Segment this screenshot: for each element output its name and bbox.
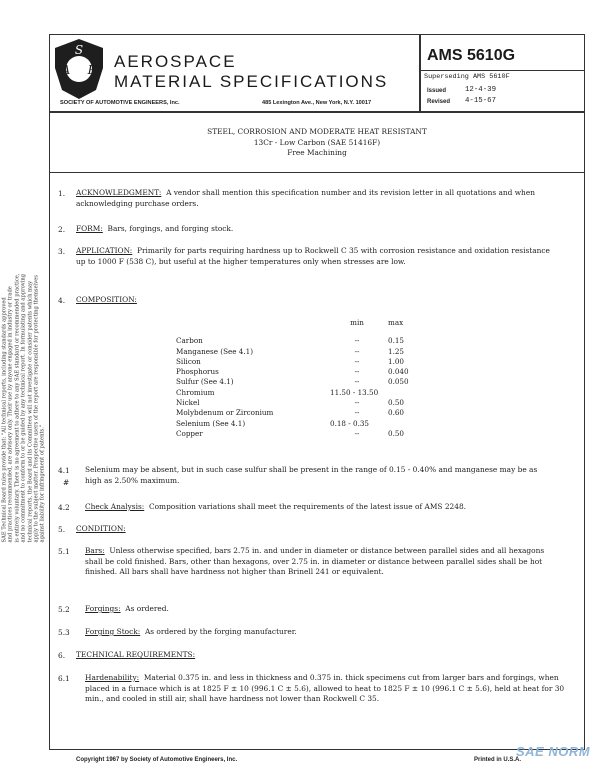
table-row [176,367,428,377]
header-bottom-rule [49,111,585,113]
section-4-2-text: Composition variations shall meet the requirements of the latest issue of AMS 2248. [148,502,467,511]
section-1-body [76,188,556,209]
sae-logo [53,38,105,100]
sae-norm-watermark: SAE NORM [516,744,591,759]
issued-label: Issued [427,88,447,94]
logo-letter-a: A [61,63,71,77]
col-min-header: min [350,318,364,327]
min-value: -- [354,408,360,418]
section-1-text: A vendor shall mention this specification number and its revision letter in all quotations and when acknowledging purchase orders. [76,188,535,208]
table-row [176,429,428,439]
max-value: 1.00 [388,356,405,366]
section-6-number: 6. [58,651,66,660]
section-5-3-text: As ordered by the forging manufacturer. [144,627,297,636]
section-3-text: Primarily for parts requiring hardness up to Rockwell C 35 with corrosion resistance and oxidation resistance up to 1000 F (538 C), but useful at the higher temperatures only when stresses are low. [76,246,550,266]
revision-mark: # [63,478,70,487]
max-value: 0.60 [388,408,405,418]
element-name: Carbon [176,336,203,346]
range-value: 0.18 - 0.35 [330,418,370,428]
section-5-number: 5. [58,525,66,534]
table-row [176,408,428,418]
title-line3: Free Machining [287,148,347,157]
section-5-1-heading: Bars: [85,546,105,555]
min-value: -- [354,346,360,356]
issued-date: 12-4-39 [465,86,497,94]
section-6-1-body [85,673,565,705]
society-name: SOCIETY OF AUTOMOTIVE ENGINEERS, Inc. [60,100,180,106]
spec-number: AMS 5610G [427,47,516,64]
table-row [176,357,428,367]
side-note-line: and no commitment to conform to or be guided by any technical report. In formulating and approving [20,274,27,543]
section-2-body [76,224,556,235]
section-5-3-body [85,627,555,638]
section-5-1-number: 5.1 [58,547,70,556]
range-value: 11.50 - 13.50 [330,387,379,397]
side-note-line: is entirely voluntary. There is no agreement to adhere to any SAE standard or recommended practice, [14,273,21,543]
section-3-heading: APPLICATION: [76,246,133,255]
section-4-2-number: 4.2 [58,503,70,512]
element-name: Copper [176,428,203,438]
composition-table [176,318,428,439]
table-row [176,336,428,346]
section-5-1-text: Unless otherwise specified, bars 2.75 in. and under in diameter or distance between parallel sides and all hexagons shall be cold finished. Bars, other than hexagons, over 2.75 in. in diameter or distance between parallel sides shall be hot finished. All bars shall have hardness not higher than Brinell 241 or equivalent. [85,546,545,576]
side-note-line: SAE Technical Board rules provide that: "All technical reports, including standards approved [1,297,8,543]
revised-label: Revised [427,99,451,105]
section-5-3-heading: Forging Stock: [85,627,141,636]
section-5-2-number: 5.2 [58,605,70,614]
society-address: 485 Lexington Ave., New York, N.Y. 10017 [262,100,372,106]
section-6-heading: TECHNICAL REQUIREMENTS: [76,650,196,659]
spec-number-rule [419,70,585,71]
max-value: 0.040 [388,367,409,377]
element-name: Molybdenum or Zirconium [176,408,274,418]
org-line1: AEROSPACE [114,52,237,71]
section-5-3-number: 5.3 [58,628,70,637]
section-2-heading: FORM: [76,224,103,233]
max-value: 0.050 [388,377,409,387]
element-name: Chromium [176,387,215,397]
section-4-1-number: 4.1 [58,466,70,475]
revised-date: 4-15-67 [465,97,497,105]
section-5-1-body [85,546,563,578]
element-name: Sulfur (See 4.1) [176,377,234,387]
element-name: Phosphorus [176,367,219,377]
title-line1: STEEL, CORROSION AND MODERATE HEAT RESISTANT [207,127,427,136]
max-value: 1.25 [388,346,405,356]
section-4-2-heading: Check Analysis: [85,502,145,511]
table-row [176,347,428,357]
title-block [49,127,585,159]
section-2-number: 2. [58,225,66,234]
side-note-line: technical reports, the Board and its Committees will not investigate or consider patents which may [27,280,34,543]
section-5-2-text: As ordered. [125,604,169,613]
title-line2: 13Cr - Low Carbon (SAE 51416F) [253,137,381,147]
table-row [176,398,428,408]
min-value: -- [354,356,360,366]
element-name: Manganese (See 4.1) [176,346,254,356]
max-value: 0.50 [388,428,405,438]
side-note-line: apply to the subject matter. Prospective users of the report are responsible for protecting themselves [33,275,40,543]
copyright: Copyright 1967 by Society of Automotive Engineers, Inc. [76,757,238,763]
section-4-number: 4. [58,296,66,305]
table-row [176,377,428,387]
section-3-number: 3. [58,247,66,256]
element-name: Selenium (See 4.1) [176,418,246,428]
title-rule [49,172,585,173]
section-4-1-text: Selenium may be absent, but in such case sulfur shall be present in the range of 0.15 - 0.40% and manganese may be as high as 2.50% maximum. [85,465,538,485]
org-line2: MATERIAL SPECIFICATIONS [114,72,389,91]
printed-in: Printed in U.S.A. [474,757,522,763]
table-row [176,388,428,398]
logo-letter-e: E [87,63,97,77]
element-name: Silicon [176,356,201,366]
min-value: -- [354,377,360,387]
min-value: -- [354,398,360,408]
section-3-body [76,246,560,267]
section-5-2-body [85,604,555,615]
logo-letter-s: S [74,43,84,57]
superseding: Superseding AMS 5610F [424,73,510,81]
section-2-text: Bars, forgings, and forging stock. [107,224,234,233]
min-value: -- [354,428,360,438]
min-value: -- [354,367,360,377]
header-divider [419,34,421,111]
composition-header-row [176,318,428,328]
section-6-1-text: Material 0.375 in. and less in thickness and 0.375 in. thick specimens cut from larger bars and forgings, when placed in a furnace which is at 1825 F ± 10 (996.1 C ± 5.6), allowed to heat to 1825 F ± 10 (996.1 C ± 5.6), held at heat for 30 min., and cooled in still air, shall have hardness not lower than Rockwell C 35. [85,673,565,703]
side-note-line: against liability for infringement of patents." [40,424,47,543]
section-4-2-body [85,502,555,513]
side-note-line: and practices recommended, are advisory only. Their use by anyone engaged in industry or trade [7,286,14,543]
max-value: 0.50 [388,398,405,408]
section-1-number: 1. [58,189,66,198]
table-row [176,419,428,429]
section-6-1-number: 6.1 [58,674,70,683]
section-1-heading: ACKNOWLEDGMENT: [76,188,162,197]
section-5-heading: CONDITION: [76,524,126,533]
max-value: 0.15 [388,336,405,346]
section-4-heading: COMPOSITION: [76,295,137,304]
element-name: Nickel [176,398,200,408]
col-max-header: max [388,318,404,327]
section-5-2-heading: Forgings: [85,604,121,613]
section-6-1-heading: Hardenability: [85,673,140,682]
min-value: -- [354,336,360,346]
